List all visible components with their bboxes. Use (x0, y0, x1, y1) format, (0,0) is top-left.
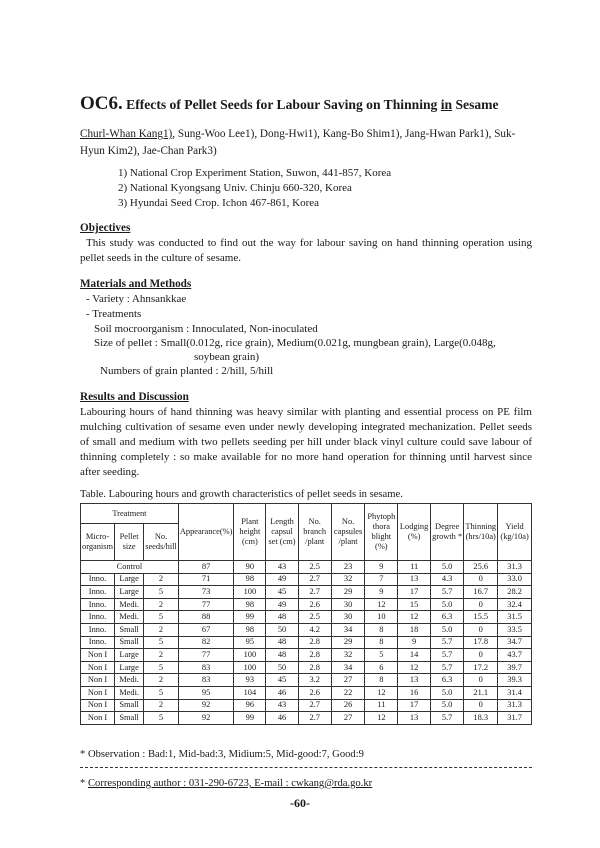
table-cell: 5.7 (431, 712, 464, 725)
cell-microorganism: Non I (81, 661, 115, 674)
table-cell: 67 (178, 623, 234, 636)
table-cell: 31.5 (498, 611, 532, 624)
header-capsule-set: Length capsul set (cm) (266, 504, 298, 561)
cell-pellet-size: Large (115, 661, 144, 674)
table-row (81, 699, 532, 712)
table-cell: 30 (331, 611, 365, 624)
table-cell: 83 (178, 661, 234, 674)
table-cell: 17 (398, 586, 431, 599)
table-cell: 0 (464, 674, 498, 687)
cell-seeds: 2 (144, 573, 179, 586)
cell-seeds: 2 (144, 649, 179, 662)
table-cell: 50 (266, 623, 298, 636)
table-cell: 10 (365, 611, 398, 624)
cell-seeds: 2 (144, 699, 179, 712)
table-cell: 0 (464, 649, 498, 662)
table-cell: 17 (398, 699, 431, 712)
table-cell: 22 (331, 686, 365, 699)
table-cell: 12 (398, 611, 431, 624)
table-cell: 13 (398, 674, 431, 687)
table-cell: 92 (178, 712, 234, 725)
table-cell: 50 (266, 661, 298, 674)
corresponding-author (80, 778, 372, 789)
table-cell: 5.0 (431, 686, 464, 699)
table-cell: 25.6 (464, 561, 498, 574)
table-cell: 27 (331, 712, 365, 725)
table-cell: 15 (398, 598, 431, 611)
header-pellet-size: Pellet size (115, 524, 144, 561)
cell-seeds: 5 (144, 611, 179, 624)
table-cell: 32.4 (498, 598, 532, 611)
table-cell: 2.7 (298, 712, 331, 725)
table-cell: 93 (234, 674, 266, 687)
table-cell: 2.8 (298, 636, 331, 649)
table-cell: 6.3 (431, 674, 464, 687)
header-branch: No. branch /plant (298, 504, 331, 561)
table-cell: 13 (398, 573, 431, 586)
table-cell: 30 (331, 598, 365, 611)
table-cell: 31.7 (498, 712, 532, 725)
affiliations (118, 166, 391, 211)
table-row (81, 598, 532, 611)
cell-pellet-size: Small (115, 712, 144, 725)
table-cell: 33.0 (498, 573, 532, 586)
table-cell: 9 (398, 636, 431, 649)
table-cell: 34.7 (498, 636, 532, 649)
table-row (81, 674, 532, 687)
table-cell: 48 (266, 611, 298, 624)
table-cell: 4.2 (298, 623, 331, 636)
table-cell: 2.7 (298, 699, 331, 712)
cell-pellet-size: Small (115, 699, 144, 712)
table-cell: 100 (234, 661, 266, 674)
paper-title (80, 93, 499, 115)
table-cell: 9 (365, 586, 398, 599)
table-cell: 98 (234, 598, 266, 611)
table-cell: 95 (234, 636, 266, 649)
header-blight: Phytoph thora blight (%) (365, 504, 398, 561)
cell-pellet-size: Medi. (115, 686, 144, 699)
table-cell: 13 (398, 712, 431, 725)
affiliation-item: 2) National Kyongsang Univ. Chinju 660-320, Korea (118, 182, 352, 194)
table-cell: 98 (234, 623, 266, 636)
table-cell: 100 (234, 649, 266, 662)
table-cell: 46 (266, 686, 298, 699)
table-row (81, 712, 532, 725)
table-cell: 27 (331, 674, 365, 687)
page-number: -60- (290, 796, 310, 810)
table-cell: 18.3 (464, 712, 498, 725)
table-cell: 5.0 (431, 699, 464, 712)
cell-microorganism: Inno. (81, 611, 115, 624)
header-yield: Yield (kg/10a) (498, 504, 532, 561)
methods-treatments: - Treatments (86, 308, 142, 320)
table-cell: 99 (234, 611, 266, 624)
table-cell: 5.7 (431, 586, 464, 599)
table-cell: 0 (464, 573, 498, 586)
table-cell: 96 (234, 699, 266, 712)
cell-pellet-size: Medi. (115, 598, 144, 611)
cell-pellet-size: Large (115, 573, 144, 586)
table-cell: 2.8 (298, 661, 331, 674)
methods-pellet-size: Size of pellet : Small(0.012g, rice grain), Medium(0.021g, mungbean grain), Large(0.048g, (94, 337, 496, 349)
first-author: Churl-Whan Kang1) (80, 128, 173, 140)
methods-variety: - Variety : Ahnsankkae (86, 293, 187, 305)
table-cell: 5 (365, 649, 398, 662)
cell-microorganism: Non I (81, 699, 115, 712)
cell-seeds: 5 (144, 586, 179, 599)
methods-grains: Numbers of grain planted : 2/hill, 5/hill (100, 365, 274, 377)
cell-microorganism: Non I (81, 674, 115, 687)
methods-pellet-size-cont: soybean grain) (194, 351, 260, 363)
table-cell: 31.3 (498, 561, 532, 574)
cell-microorganism: Inno. (81, 623, 115, 636)
table-cell: 39.7 (498, 661, 532, 674)
table-cell: 28.2 (498, 586, 532, 599)
table-cell: 3.2 (298, 674, 331, 687)
table-cell: 46 (266, 712, 298, 725)
cell-pellet-size: Small (115, 636, 144, 649)
table-cell: 2.7 (298, 586, 331, 599)
cell-pellet-size: Medi. (115, 674, 144, 687)
observation-note: * Observation : Bad:1, Mid-bad:3, Midium:5, Mid-good:7, Good:9 (80, 749, 364, 760)
methods-soil: Soil mocroorganism : Innoculated, Non-inoculated (94, 323, 318, 335)
table-cell: 45 (266, 586, 298, 599)
table-cell: 77 (178, 649, 234, 662)
title-text: Effects of Pellet Seeds for Labour Saving on Thinning (126, 97, 438, 112)
table-cell: 12 (365, 712, 398, 725)
table-cell: 2.8 (298, 649, 331, 662)
table-cell: 88 (178, 611, 234, 624)
table-cell: 87 (178, 561, 234, 574)
table-cell: 100 (234, 586, 266, 599)
objectives-heading: Objectives (80, 222, 131, 234)
table-cell: 45 (266, 674, 298, 687)
table-cell: 12 (365, 686, 398, 699)
table-cell: 95 (178, 686, 234, 699)
table-cell: 0 (464, 699, 498, 712)
cell-seeds: 5 (144, 661, 179, 674)
cell-seeds: 2 (144, 623, 179, 636)
table-cell: 43.7 (498, 649, 532, 662)
table-cell: 14 (398, 649, 431, 662)
table-cell: 5.0 (431, 561, 464, 574)
table-cell: 18 (398, 623, 431, 636)
table-cell: 104 (234, 686, 266, 699)
table-cell: 6 (365, 661, 398, 674)
cell-seeds: 5 (144, 636, 179, 649)
table-cell: 43 (266, 561, 298, 574)
table-cell: 2.5 (298, 611, 331, 624)
table-cell: 9 (365, 561, 398, 574)
table-cell: 5.0 (431, 598, 464, 611)
table-cell: 34 (331, 623, 365, 636)
header-plant-height: Plant height (cm) (234, 504, 266, 561)
table-cell: 82 (178, 636, 234, 649)
table-cell: 83 (178, 674, 234, 687)
table-cell: 33.5 (498, 623, 532, 636)
affiliation-item: 3) Hyundai Seed Crop. Ichon 467-861, Korea (118, 197, 320, 209)
table-cell: 90 (234, 561, 266, 574)
table-cell: 39.3 (498, 674, 532, 687)
header-appearance: Appearance(%) (178, 504, 234, 561)
table-caption: Table. Labouring hours and growth characteristics of pellet seeds in sesame. (80, 489, 403, 500)
table-cell: 17.2 (464, 661, 498, 674)
table-cell: 29 (331, 636, 365, 649)
cell-microorganism: Non I (81, 649, 115, 662)
table-cell: 49 (266, 598, 298, 611)
cell-microorganism: Inno. (81, 636, 115, 649)
table-cell: 16 (398, 686, 431, 699)
table-cell: 11 (398, 561, 431, 574)
table-cell: 23 (331, 561, 365, 574)
table-cell: 48 (266, 649, 298, 662)
control-label: Control (81, 561, 179, 574)
table-cell: 0 (464, 623, 498, 636)
title-underlined-word: in (440, 97, 453, 112)
table-row (81, 661, 532, 674)
cell-microorganism: Inno. (81, 598, 115, 611)
cell-seeds: 5 (144, 686, 179, 699)
header-treatment: Treatment (81, 504, 179, 524)
table-cell: 92 (178, 699, 234, 712)
table-row (81, 636, 532, 649)
abstract-code: OC6. (80, 93, 123, 114)
author-list (80, 126, 540, 160)
table-cell: 15.5 (464, 611, 498, 624)
table-cell: 32 (331, 573, 365, 586)
table-row (81, 686, 532, 699)
table-cell: 8 (365, 623, 398, 636)
table-cell: 31.3 (498, 699, 532, 712)
table-cell: 5.7 (431, 636, 464, 649)
cell-microorganism: Non I (81, 686, 115, 699)
table-cell: 2.7 (298, 573, 331, 586)
title-text-end: Sesame (455, 97, 499, 112)
table-cell: 17.8 (464, 636, 498, 649)
footnote-divider (80, 767, 532, 768)
header-thinning: Thinning (hrs/10a) (464, 504, 498, 561)
table-cell: 98 (234, 573, 266, 586)
header-growth: Degree growth * (431, 504, 464, 561)
table-cell: 31.4 (498, 686, 532, 699)
table-cell: 4.3 (431, 573, 464, 586)
cell-seeds: 5 (144, 712, 179, 725)
corresponding-text: Corresponding author : 031-290-6723, E-mail : cwkang@rda.go.kr (87, 778, 373, 789)
table-cell: 48 (266, 636, 298, 649)
table-cell: 26 (331, 699, 365, 712)
table-row (81, 611, 532, 624)
cell-microorganism: Inno. (81, 573, 115, 586)
header-capsules: No. capsules /plant (331, 504, 365, 561)
table-cell: 77 (178, 598, 234, 611)
cell-pellet-size: Large (115, 586, 144, 599)
table-cell: 21.1 (464, 686, 498, 699)
corresponding-star: * (80, 778, 86, 789)
table-cell: 32 (331, 649, 365, 662)
table-cell: 99 (234, 712, 266, 725)
table-cell: 49 (266, 573, 298, 586)
results-body: Labouring hours of hand thinning was heavy similar with planting and essential process on PE film mulching cultivation of sesame even under newly developing integrated mechanization. Pellet seeds of small and medium with two pellets seeding per hill under black vinyl culture could save labour of thinning completely : so make available for no more hand operation for thinning until harvest since after seeding. (80, 406, 532, 478)
table-cell: 29 (331, 586, 365, 599)
table-cell: 5.7 (431, 649, 464, 662)
table-cell: 5.0 (431, 623, 464, 636)
table-row (81, 561, 532, 574)
table-cell: 2.6 (298, 686, 331, 699)
co-authors: , Sung-Woo Lee1), Dong-Hwi1), Kang-Bo Shim1), Jang-Hwan Park1), Suk-Hyun Kim2), Jae-Chan Park3) (80, 128, 516, 157)
header-microorganism: Micro-organism (81, 524, 115, 561)
cell-pellet-size: Large (115, 649, 144, 662)
cell-pellet-size: Small (115, 623, 144, 636)
table-cell: 12 (398, 661, 431, 674)
cell-seeds: 2 (144, 674, 179, 687)
table-cell: 2.5 (298, 561, 331, 574)
results-heading: Results and Discussion (80, 391, 189, 403)
table-cell: 2.6 (298, 598, 331, 611)
table-row (81, 649, 532, 662)
table-cell: 6.3 (431, 611, 464, 624)
header-seeds-hill: No. seeds/hill (144, 524, 179, 561)
cell-seeds: 2 (144, 598, 179, 611)
methods-heading: Materials and Methods (80, 278, 192, 290)
table-cell: 8 (365, 674, 398, 687)
table-cell: 7 (365, 573, 398, 586)
table-cell: 34 (331, 661, 365, 674)
table-row (81, 573, 532, 586)
table-cell: 73 (178, 586, 234, 599)
results-table (80, 503, 532, 725)
cell-microorganism: Inno. (81, 586, 115, 599)
affiliation-item: 1) National Crop Experiment Station, Suwon, 441-857, Korea (118, 167, 392, 179)
header-lodging: Lodging (%) (398, 504, 431, 561)
table-row (81, 623, 532, 636)
table-cell: 43 (266, 699, 298, 712)
table-cell: 8 (365, 636, 398, 649)
table-cell: 5.7 (431, 661, 464, 674)
table-cell: 16.7 (464, 586, 498, 599)
table-cell: 0 (464, 598, 498, 611)
table-row (81, 586, 532, 599)
objectives-body: This study was conducted to find out the way for labour saving on hand thinning operation using pellet seeds in the culture of sesame. (80, 237, 532, 264)
table-cell: 71 (178, 573, 234, 586)
cell-pellet-size: Medi. (115, 611, 144, 624)
table-cell: 12 (365, 598, 398, 611)
cell-microorganism: Non I (81, 712, 115, 725)
table-cell: 11 (365, 699, 398, 712)
